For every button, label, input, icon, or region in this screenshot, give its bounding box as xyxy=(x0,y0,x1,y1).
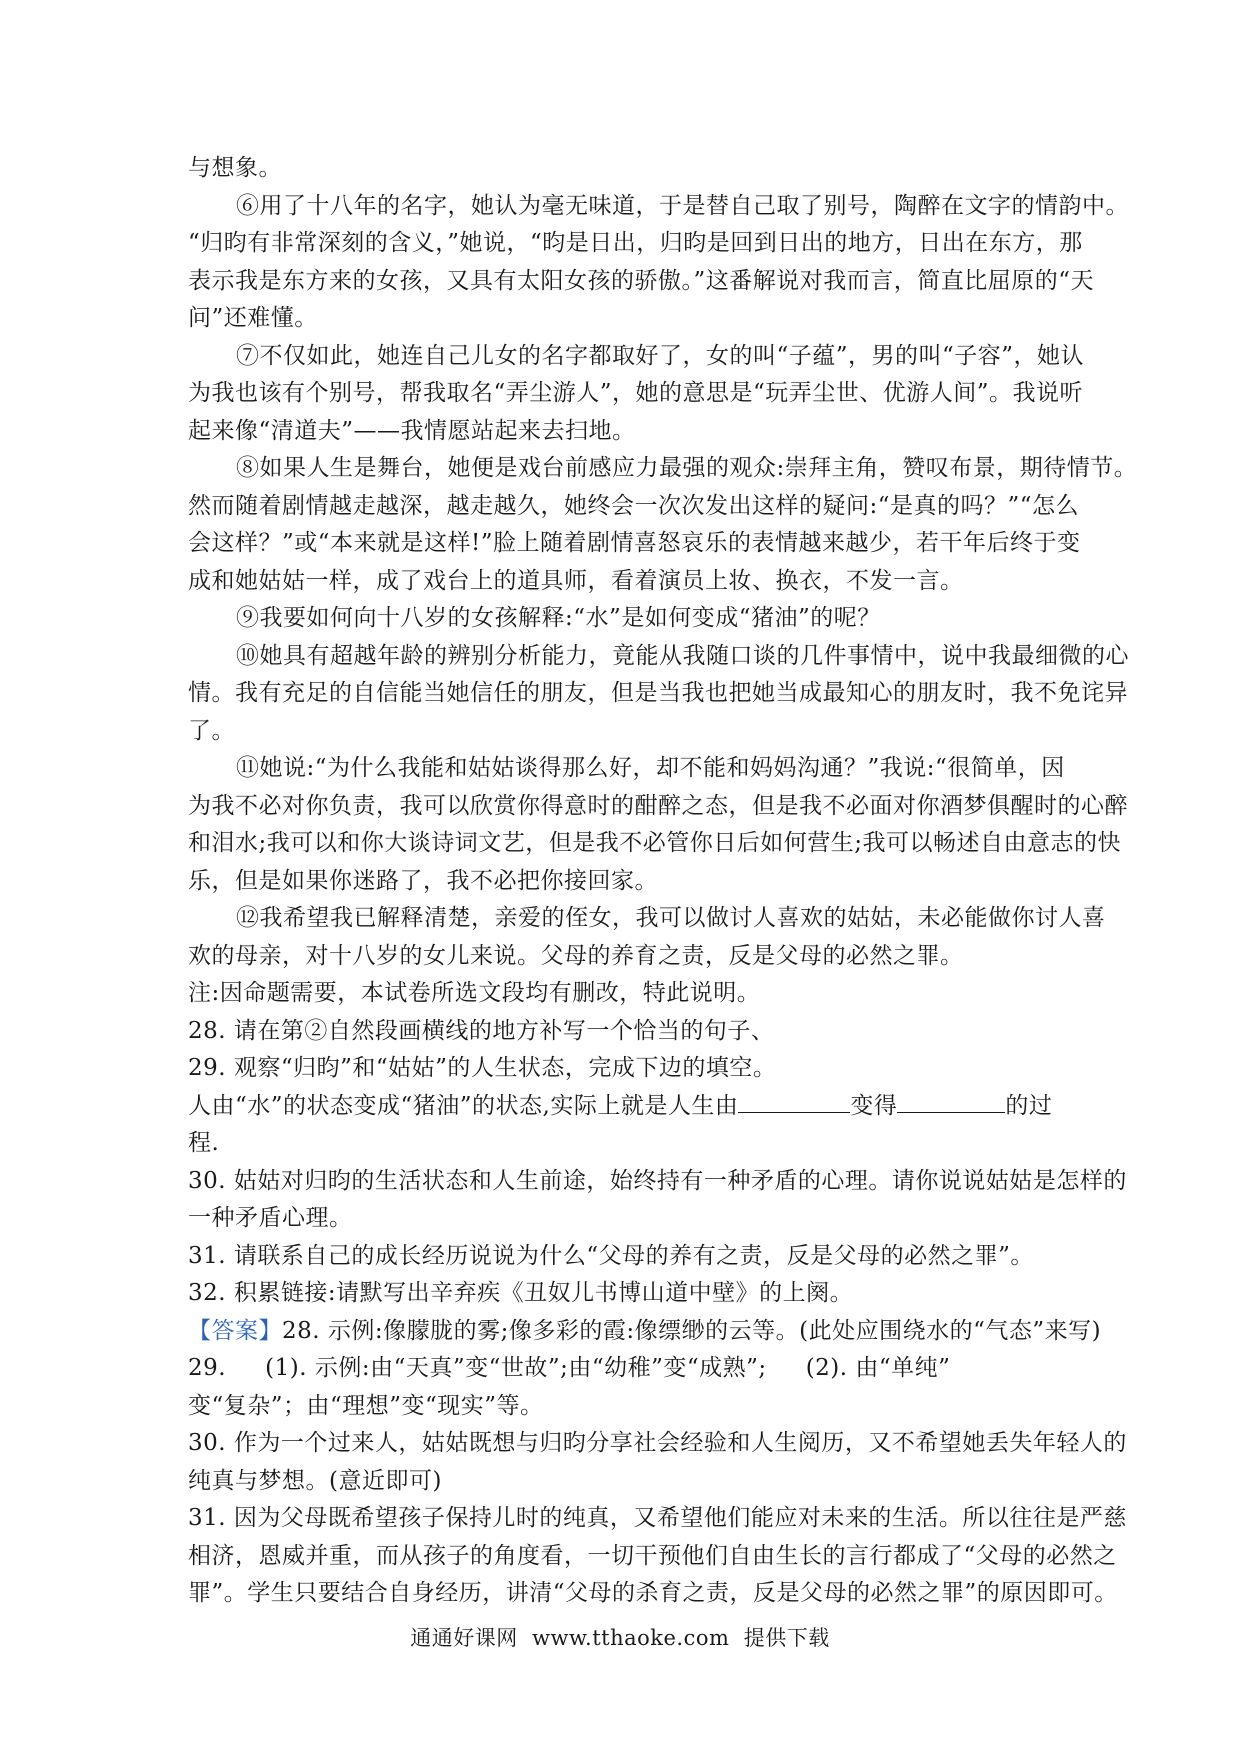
paragraph-8-line: 会这样？”或“本来就是这样!”脸上随着剧情喜怒哀乐的表情越来越少，若干年后终于变 xyxy=(188,530,1081,556)
answer-31-line: 31. 因为父母既希望孩子保持儿时的纯真，又希望他们能应对未来的生活。所以往往是严慈 xyxy=(188,1505,1127,1531)
paragraph-8-line: 然而随着剧情越走越深，越走越久，她终会一次次发出这样的疑问:“是真的吗？”“怎么 xyxy=(188,492,1080,519)
question-29-fill xyxy=(188,1088,1060,1126)
answer-30-line: 纯真与梦想。(意近即可) xyxy=(188,1467,442,1494)
fill-text: 人由“水”的状态变成“猪油”的状态,实际上就是人生由 xyxy=(188,1092,739,1119)
paragraph-9: ⑨我要如何向十八岁的女孩解释:“水”是如何变成“猪油”的呢？ xyxy=(236,605,881,631)
paragraph-7-line: ⑦不仅如此，她连自己儿女的名字都取好了，女的叫“子蕴”，男的叫“子容”，她认 xyxy=(236,342,1085,369)
page-footer: 通通好课网 www.tthaoke.com 提供下载 xyxy=(410,1626,830,1650)
paragraph-6-line: 表示我是东方来的女孩，又具有太阳女孩的骄傲。”这番解说对我而言，简直比屈原的“天 xyxy=(188,267,1095,294)
paragraph-10-line: ⑩她具有超越年龄的辨别分析能力，竟能从我随口谈的几件事情中，说中我最细微的心 xyxy=(236,642,1129,669)
answer-28 xyxy=(188,1313,1102,1351)
blank-line xyxy=(738,1092,850,1113)
answer-29-line: 变“复杂”；由“理想”变“现实”等。 xyxy=(188,1392,544,1419)
question-30-line: 一种矛盾心理。 xyxy=(188,1205,353,1231)
paragraph-7-line: 为我也该有个别号，帮我取名“弄尘游人”，她的意思是“玩弄尘世、优游人间”。我说听 xyxy=(188,380,1084,406)
paragraph-7-line: 起来像“清道夫”——我情愿站起来去扫地。 xyxy=(188,417,636,444)
answer-30-line: 30. 作为一个过来人，姑姑既想与归昀分享社会经验和人生阅历，又不希望她丢失年轻人的 xyxy=(188,1430,1127,1456)
paragraph-10-line: 了。 xyxy=(188,717,235,744)
paragraph-11-line: 乐，但是如果你迷路了，我不必把你接回家。 xyxy=(188,867,658,894)
question-30-line: 30. 姑姑对归昀的生活状态和人生前途，始终持有一种矛盾的心理。请你说说姑姑是怎样的 xyxy=(188,1167,1127,1194)
paragraph-12-line: ⑫我希望我已解释清楚，亲爱的侄女，我可以做讨人喜欢的姑姑，未必能做你讨人喜 xyxy=(236,905,1106,931)
document-body xyxy=(188,150,1138,1613)
question-28: 28. 请在第②自然段画横线的地方补写一个恰当的句子、 xyxy=(188,1017,775,1044)
question-29-fill-end: 程. xyxy=(188,1130,220,1156)
paragraph-11-line: 和泪水;我可以和你大谈诗词文艺，但是我不必管你日后如何营生;我可以畅述自由意志的快 xyxy=(188,830,1121,856)
paragraph-6-line: 问”还难懂。 xyxy=(188,305,318,331)
question-31: 31. 请联系自己的成长经历说说为什么“父母的养有之责，反是父母的必然之罪”。 xyxy=(188,1242,1034,1269)
paragraph-8-line: 成和她姑姑一样，成了戏台上的道具师，看着演员上妆、换衣，不发一言。 xyxy=(188,567,964,594)
paragraph-6-line: ⑥用了十八年的名字，她认为毫无味道，于是替自己取了别号，陶醉在文字的情韵中。 xyxy=(236,192,1129,219)
answer-29-line: 29. (1). 示例:由“天真”变“世故”;由“幼稚”变“成熟”; (2). 由“单纯” xyxy=(188,1355,951,1381)
paragraph-line: 与想象。 xyxy=(188,155,282,181)
editor-note: 注:因命题需要，本试卷所选文段均有删改，特此说明。 xyxy=(188,980,761,1006)
fill-text: 的过 xyxy=(1005,1092,1053,1119)
fill-text: 变得 xyxy=(850,1092,898,1119)
blank-line xyxy=(897,1092,1005,1113)
paragraph-6-line: “归昀有非常深刻的含义，”她说，“昀是日出，归昀是回到日出的地方，日出在东方，那 xyxy=(188,230,1083,256)
paragraph-10-line: 情。我有充足的自信能当她信任的朋友，但是当我也把她当成最知心的朋友时，我不免诧异 xyxy=(188,680,1128,706)
question-29: 29. 观察“归昀”和“姑姑”的人生状态，完成下边的填空。 xyxy=(188,1055,777,1081)
paragraph-12-line: 欢的母亲，对十八岁的女儿来说。父母的养育之责，反是父母的必然之罪。 xyxy=(188,942,964,969)
answer-tag: 【答案】 xyxy=(188,1317,282,1344)
paragraph-8-line: ⑧如果人生是舞台，她便是戏台前感应力最强的观众:崇拜主角，赞叹布景，期待情节。 xyxy=(236,455,1138,481)
paragraph-11-line: ⑪她说:“为什么我能和姑姑谈得那么好，却不能和妈妈沟通？”我说:“很简单，因 xyxy=(236,755,1065,781)
answer-31-line: 罪”。学生只要结合自身经历，讲清“父母的杀育之责，反是父母的必然之罪”的原因即可。 xyxy=(188,1580,1118,1606)
answer-31-line: 相济，恩威并重，而从孩子的角度看，一切干预他们自由生长的言行都成了“父母的必然之 xyxy=(188,1542,1117,1569)
question-32: 32. 积累链接:请默写出辛弃疾《丑奴儿书博山道中壁》的上阕。 xyxy=(188,1280,854,1306)
answer-text: 28. 示例:像朦胧的雾;像多彩的霞:像缥缈的云等。(此处应围绕水的“气态”来写) xyxy=(282,1317,1102,1344)
paragraph-11-line: 为我不必对你负责，我可以欣赏你得意时的酣醉之态，但是我不必面对你酒梦俱醒时的心醉 xyxy=(188,792,1128,819)
